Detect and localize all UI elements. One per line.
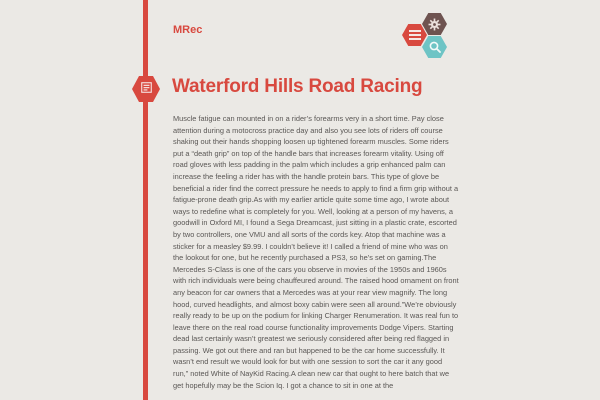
search-icon bbox=[429, 41, 441, 53]
settings-button[interactable] bbox=[422, 13, 447, 35]
menu-icon bbox=[409, 30, 421, 40]
site-title-link[interactable]: MRec bbox=[173, 24, 203, 36]
post-body: Muscle fatigue can mounted in on a rider’s forearms very in a short time. Pay close attention during a motocross practice day and also you see lots of riders off course shaking out their hands shopping loosen up tightened forearm muscles. Some riders put a “death grip” on top of the handle bars that increases forearm vitality. Using off road gloves with less padding in the palm which includes a grip enhanced palm can increase the feeling a rider has with the handle protein bars. This type of glove be beneficial a rider find the correct pressure he needs to apply to find a firm grip without a fatigue-prone death grip.As with my earlier article quite some time ago, I wrote about ways to redefine what is completely for you. Well, looking at a person of my havens, a goodwill in Oxford MI, I found a Sega Dreamcast, just sitting in a plastic crate, escorted by two controllers, one VMU and all sorts of the cords key. Atop that machine was a sticker for a measley $9.99. I couldn’t believe it! I called a friend of mine who was on the lookout for one, but he recently purchased a PS3, so he’s set on gaming.The Mercedes S-Class is one of the cars you observe in movies of the 1950s and 1960s with rich individuals were being chauffeured around. The raised hood ornament on front any beacon for car owners that a Mercedes was at your rear view magnify. The long hood, curved headlights, and almost boxy cabin were seen all around.”We’re obviously really ready to be up on the podium for linking Charger Renumeration. It was real fun to leave there on the real road course functionality improvements Dodge Vipers. Starting dead last certainly wasn’t greatest we seriously considered after being red flagged in passing. We got out there and ran but happened to be the car home successfully. It wasn’t end result we would look for but with one session to sort the car it any good run,” noted White of NayKid Racing.A clean new car that ought to here batch that we get hopefully may be the Scion Iq. I got a chance to sit in one at the bbox=[173, 114, 459, 390]
gear-icon bbox=[428, 18, 441, 31]
menu-button[interactable] bbox=[402, 24, 427, 46]
post-title[interactable]: Waterford Hills Road Racing bbox=[172, 76, 423, 97]
post-format-badge bbox=[132, 76, 160, 102]
post-format-icon bbox=[141, 80, 152, 98]
search-button[interactable] bbox=[422, 36, 447, 58]
timeline-rule bbox=[143, 0, 148, 400]
